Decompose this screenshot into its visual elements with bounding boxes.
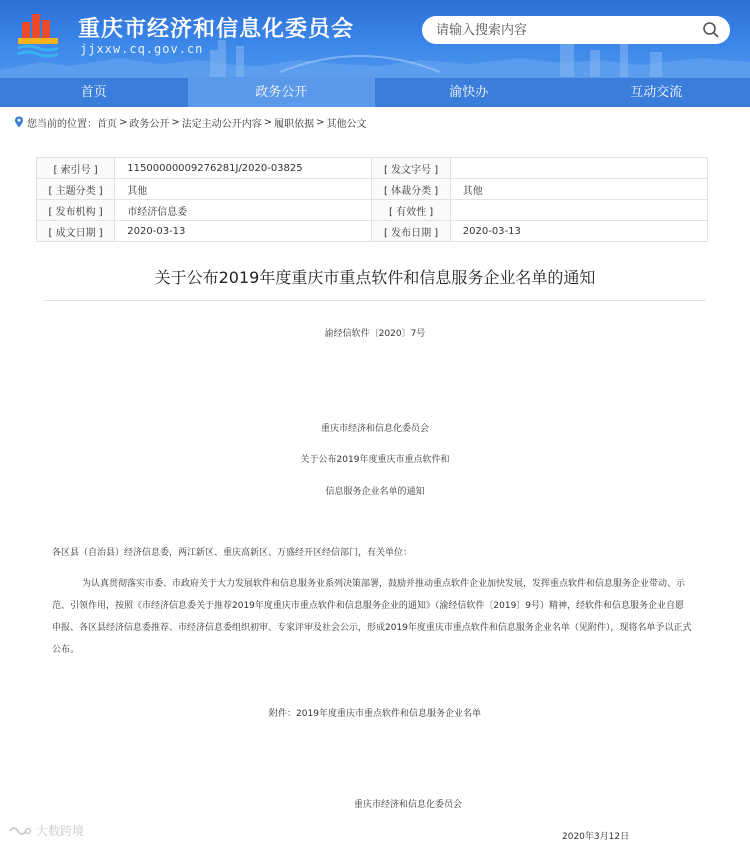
doc-number-value xyxy=(450,158,707,179)
nav-yukuaiban[interactable]: 渝快办 xyxy=(449,85,489,100)
publisher-label: [ 发布机构 ] xyxy=(37,200,115,221)
breadcrumb-government-affairs[interactable]: 政务公开 xyxy=(129,118,170,130)
nav-home[interactable]: 首页 xyxy=(80,85,107,100)
index-label: [ 索引号 ] xyxy=(37,158,115,179)
topic-label: [ 主题分类 ] xyxy=(37,179,115,200)
watermark xyxy=(8,822,84,839)
table-row xyxy=(37,221,708,242)
title-divider xyxy=(44,300,706,301)
table-row xyxy=(37,200,708,221)
breadcrumb-other-documents[interactable]: 其他公文 xyxy=(326,118,367,130)
site-logo[interactable] xyxy=(12,8,64,60)
subject-line-2: 信息服务企业名单的通知 xyxy=(325,487,425,497)
published-date-value: 2020-03-13 xyxy=(450,221,707,242)
breadcrumb xyxy=(0,107,750,137)
document-date: 2020年3月12日 xyxy=(562,832,630,842)
doc-number-label: [ 发文字号 ] xyxy=(372,158,450,179)
published-date-label: [ 发布日期 ] xyxy=(372,221,450,242)
topic-value: 其他 xyxy=(115,179,372,200)
recipients: 各区县（自治县）经济信息委，两江新区、重庆高新区、万盛经开区经信部门，有关单位： xyxy=(52,548,413,558)
created-date-label: [ 成文日期 ] xyxy=(37,221,115,242)
publisher-value: 市经济信息委 xyxy=(115,200,372,221)
search-input[interactable] xyxy=(436,20,686,40)
subject-line-1: 关于公布2019年度重庆市重点软件和 xyxy=(300,455,450,465)
watermark-logo-icon xyxy=(8,824,32,838)
breadcrumb-separator: > xyxy=(171,116,180,128)
genre-label: [ 体裁分类 ] xyxy=(372,179,450,200)
issuer-header: 重庆市经济和信息化委员会 xyxy=(320,424,429,434)
location-pin-icon xyxy=(14,116,24,128)
breadcrumb-separator: > xyxy=(316,116,325,128)
watermark-text: 大数跨境 xyxy=(36,824,85,838)
genre-value: 其他 xyxy=(450,179,707,200)
breadcrumb-prefix: 您当前的位置： xyxy=(27,118,97,130)
index-value: 11500000009276281J/2020-03825 xyxy=(115,158,372,179)
search-box[interactable] xyxy=(422,16,730,44)
document-metadata-table xyxy=(36,157,708,242)
created-date-value: 2020-03-13 xyxy=(115,221,372,242)
breadcrumb-separator: > xyxy=(119,116,128,128)
validity-label: [ 有效性 ] xyxy=(372,200,450,221)
site-header xyxy=(0,0,750,77)
signature: 重庆市经济和信息化委员会 xyxy=(354,800,463,810)
table-row xyxy=(37,179,708,200)
attachment-link[interactable]: 附件：2019年度重庆市重点软件和信息服务企业名单 xyxy=(269,709,481,719)
validity-value xyxy=(450,200,707,221)
main-nav xyxy=(0,77,750,107)
site-domain: jjxxw.cq.gov.cn xyxy=(80,42,204,56)
breadcrumb-separator: > xyxy=(263,116,273,128)
search-icon[interactable] xyxy=(702,21,720,39)
breadcrumb-duty-basis[interactable]: 履职依据 xyxy=(274,118,315,130)
body-paragraph: 为认真贯彻落实市委、市政府关于大力发展软件和信息服务业系列决策部署，鼓励并推动重点软件企业加快发展，发挥重点软件和信息服务企业带动、示范、引领作用，按照《市经济信息委关于推荐2019年度重庆市重点软件和信息服务企业的通知》（渝经信软件〔2019〕9号）精神，经软件和信息服务企业自愿申报、各区县经济信息委推荐、市经济信息委组织初审、专家评审及社会公示，形成2019年度重庆市重点软件和信息服务企业名单（见附件），现将名单予以正式公布。 xyxy=(52,579,692,655)
nav-interaction[interactable]: 互动交流 xyxy=(630,85,683,100)
document-title: 关于公布2019年度重庆市重点软件和信息服务企业名单的通知 xyxy=(154,268,596,287)
table-row xyxy=(37,158,708,179)
document-number: 渝经信软件〔2020〕7号 xyxy=(324,329,426,339)
breadcrumb-home[interactable]: 首页 xyxy=(97,118,117,130)
site-title[interactable]: 重庆市经济和信息化委员会 xyxy=(78,17,355,42)
breadcrumb-statutory-disclosure[interactable]: 法定主动公开内容 xyxy=(181,118,262,130)
nav-government-affairs[interactable]: 政务公开 xyxy=(188,78,376,107)
